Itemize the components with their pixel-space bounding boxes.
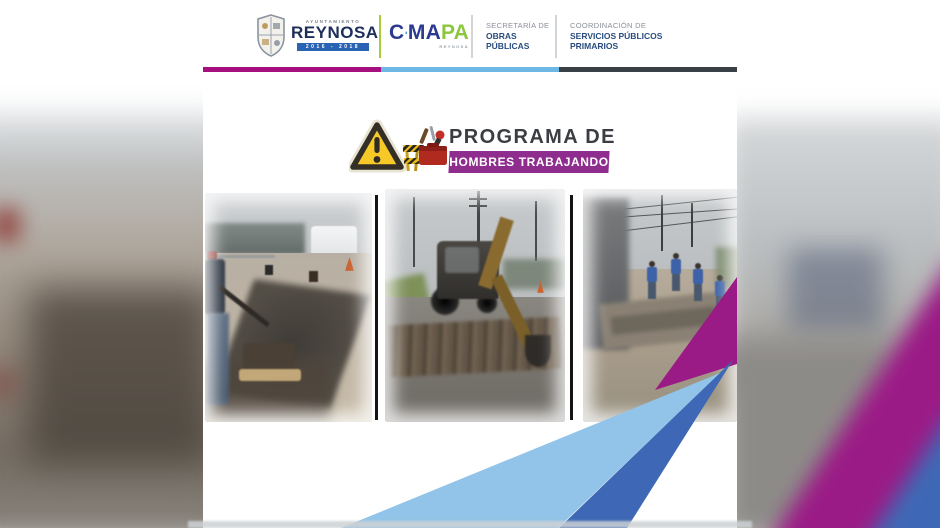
rule-lightblue-segment	[381, 67, 559, 72]
obras-publicas-block	[486, 21, 564, 51]
reynosa-ayuntamiento-label: AYUNTAMIENTO	[305, 19, 361, 24]
photo1-edge-fade	[205, 193, 372, 422]
coordinacion-block	[570, 21, 670, 51]
photo-separator-2	[570, 195, 573, 420]
obras-line2: OBRAS	[486, 31, 517, 41]
program-title-line2: HOMBRES TRABAJANDO	[449, 155, 609, 169]
backdrop-blur-blue-stripe	[838, 409, 940, 528]
reynosa-years-banner: 2016 - 2018	[297, 43, 369, 51]
comapa-sublabel: REYNOSA	[439, 44, 469, 49]
backdrop-blur-right-workers	[788, 248, 883, 333]
program-title	[449, 126, 616, 173]
obras-line1: SECRETARÍA DE	[486, 21, 550, 30]
program-title-line1: PROGRAMA DE	[449, 126, 616, 148]
backdrop-blur-right-photo	[726, 118, 940, 393]
header-logos-bar	[203, 0, 737, 66]
photo2-edge-fade	[385, 189, 565, 422]
backdrop-blur-left-red-spot-2	[0, 368, 14, 398]
coordinacion-line3: PRIMARIOS	[570, 41, 619, 52]
backdrop-blur-left-sky	[0, 115, 230, 210]
backhoe-excavation-photo	[385, 189, 565, 422]
obras-line3: PÚBLICAS	[486, 41, 530, 52]
comapa-letters-ma: MA	[407, 21, 441, 44]
program-title-banner	[448, 151, 609, 173]
coordinacion-line2: SERVICIOS PÚBLICOS	[570, 31, 663, 41]
reynosa-logo	[291, 19, 379, 51]
backdrop-blur-magenta-stripe	[756, 239, 940, 528]
divider-gray-1	[471, 15, 473, 58]
poster-card	[203, 0, 737, 528]
reynosa-name: REYNOSA	[291, 23, 379, 42]
divider-gray-2	[555, 15, 557, 58]
road-asphalt-compaction-photo	[205, 193, 372, 422]
backdrop-blur-left-photo	[0, 148, 230, 528]
comapa-wordmark	[389, 22, 469, 43]
rule-dark-segment	[559, 67, 737, 72]
comapa-letters-pa: PA	[440, 21, 469, 44]
tricolor-rule	[203, 67, 737, 72]
coordinacion-line1: COORDINACIÓN DE	[570, 21, 647, 30]
backdrop-blur-left-shadow	[28, 288, 213, 463]
crew-drain-cleaning-photo	[583, 189, 737, 422]
divider-green	[379, 15, 381, 58]
photo-separator-1	[375, 195, 378, 420]
comapa-logo	[389, 22, 469, 49]
backdrop-blur-left-red-spot	[0, 208, 20, 242]
comapa-letter-c: C	[389, 21, 405, 44]
photo3-edge-fade	[583, 189, 737, 422]
warning-triangle-tools-icon	[349, 118, 449, 176]
backdrop-blur-right-gray-mass	[718, 338, 893, 528]
rule-magenta-segment	[203, 67, 381, 72]
reynosa-crest-icon	[255, 13, 287, 57]
